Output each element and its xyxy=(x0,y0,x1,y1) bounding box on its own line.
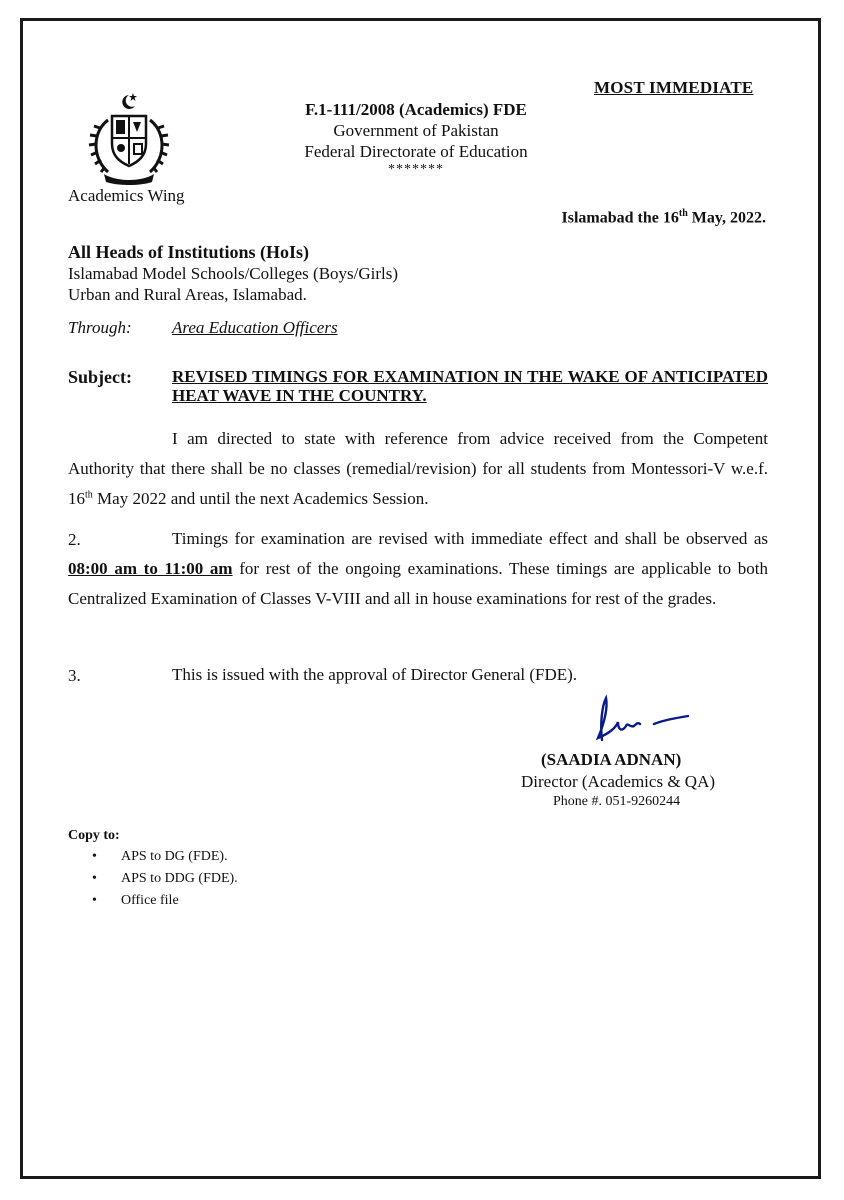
government-name: Government of Pakistan xyxy=(333,121,499,140)
signatory-designation: Director (Academics & QA) xyxy=(521,772,716,791)
copy-to-label: Copy to: xyxy=(68,828,120,843)
copy-to-list xyxy=(92,846,238,912)
separator-stars: ******* xyxy=(388,162,444,177)
state-emblem-icon xyxy=(86,92,172,186)
date-prefix: Islamabad the 16 xyxy=(561,209,679,227)
para2-number: 2. xyxy=(68,530,81,549)
addressee-title: All Heads of Institutions (HoIs) xyxy=(68,242,310,262)
paragraph-2 xyxy=(68,524,768,614)
priority-label: MOST IMMEDIATE xyxy=(594,78,754,97)
date-sup: th xyxy=(678,208,688,219)
addressee-block xyxy=(68,242,398,305)
directorate-name: Federal Directorate of Education xyxy=(304,142,528,161)
subject-label: Subject: xyxy=(68,367,132,387)
list-item: • APS to DG (FDE). xyxy=(92,846,238,868)
through-label: Through: xyxy=(68,318,132,337)
para1-text-b: May 2022 and until the next Academics Session. xyxy=(92,489,429,508)
signature xyxy=(588,694,698,746)
para2-text-b: for rest of the ongoing examinations. These timings are applicable to both Centralized Examination of Classes V-VIII and all in house examinations for rest of the grades. xyxy=(68,559,768,608)
reference-number: F.1-111/2008 (Academics) FDE xyxy=(305,100,527,119)
letter-date xyxy=(562,208,766,227)
addressee-line-1: Islamabad Model Schools/Colleges (Boys/Girls) xyxy=(68,264,399,283)
signatory-phone: Phone #. 051-9260244 xyxy=(553,794,681,809)
list-item: • APS to DDG (FDE). xyxy=(92,868,238,890)
subject-text: REVISED TIMINGS FOR EXAMINATION IN THE WAKE OF ANTICIPATED HEAT WAVE IN THE COUNTRY. xyxy=(172,367,768,405)
para3-number: 3. xyxy=(68,666,81,685)
para2-text-a: Timings for examination are revised with immediate effect and shall be observed as xyxy=(172,529,768,548)
paragraph-3: This is issued with the approval of Director General (FDE). xyxy=(172,665,578,684)
para1-sup: th xyxy=(85,489,93,501)
department-wing: Academics Wing xyxy=(68,186,185,205)
signatory-name: (SAADIA ADNAN) xyxy=(541,750,682,769)
list-item: • Office file xyxy=(92,890,238,912)
exam-timing-highlight: 08:00 am to 11:00 am xyxy=(68,559,233,578)
addressee-line-2: Urban and Rural Areas, Islamabad. xyxy=(68,285,307,304)
letterhead xyxy=(226,100,606,178)
through-value: Area Education Officers xyxy=(172,318,338,337)
date-suffix: May, 2022. xyxy=(687,209,766,227)
para1-text-a: I am directed to state with reference from advice received from the Competent Authority that there shall be no classes (remedial/revision) for all students from Montessori-V w.e.f. 16 xyxy=(68,429,768,508)
paragraph-1 xyxy=(68,424,768,514)
